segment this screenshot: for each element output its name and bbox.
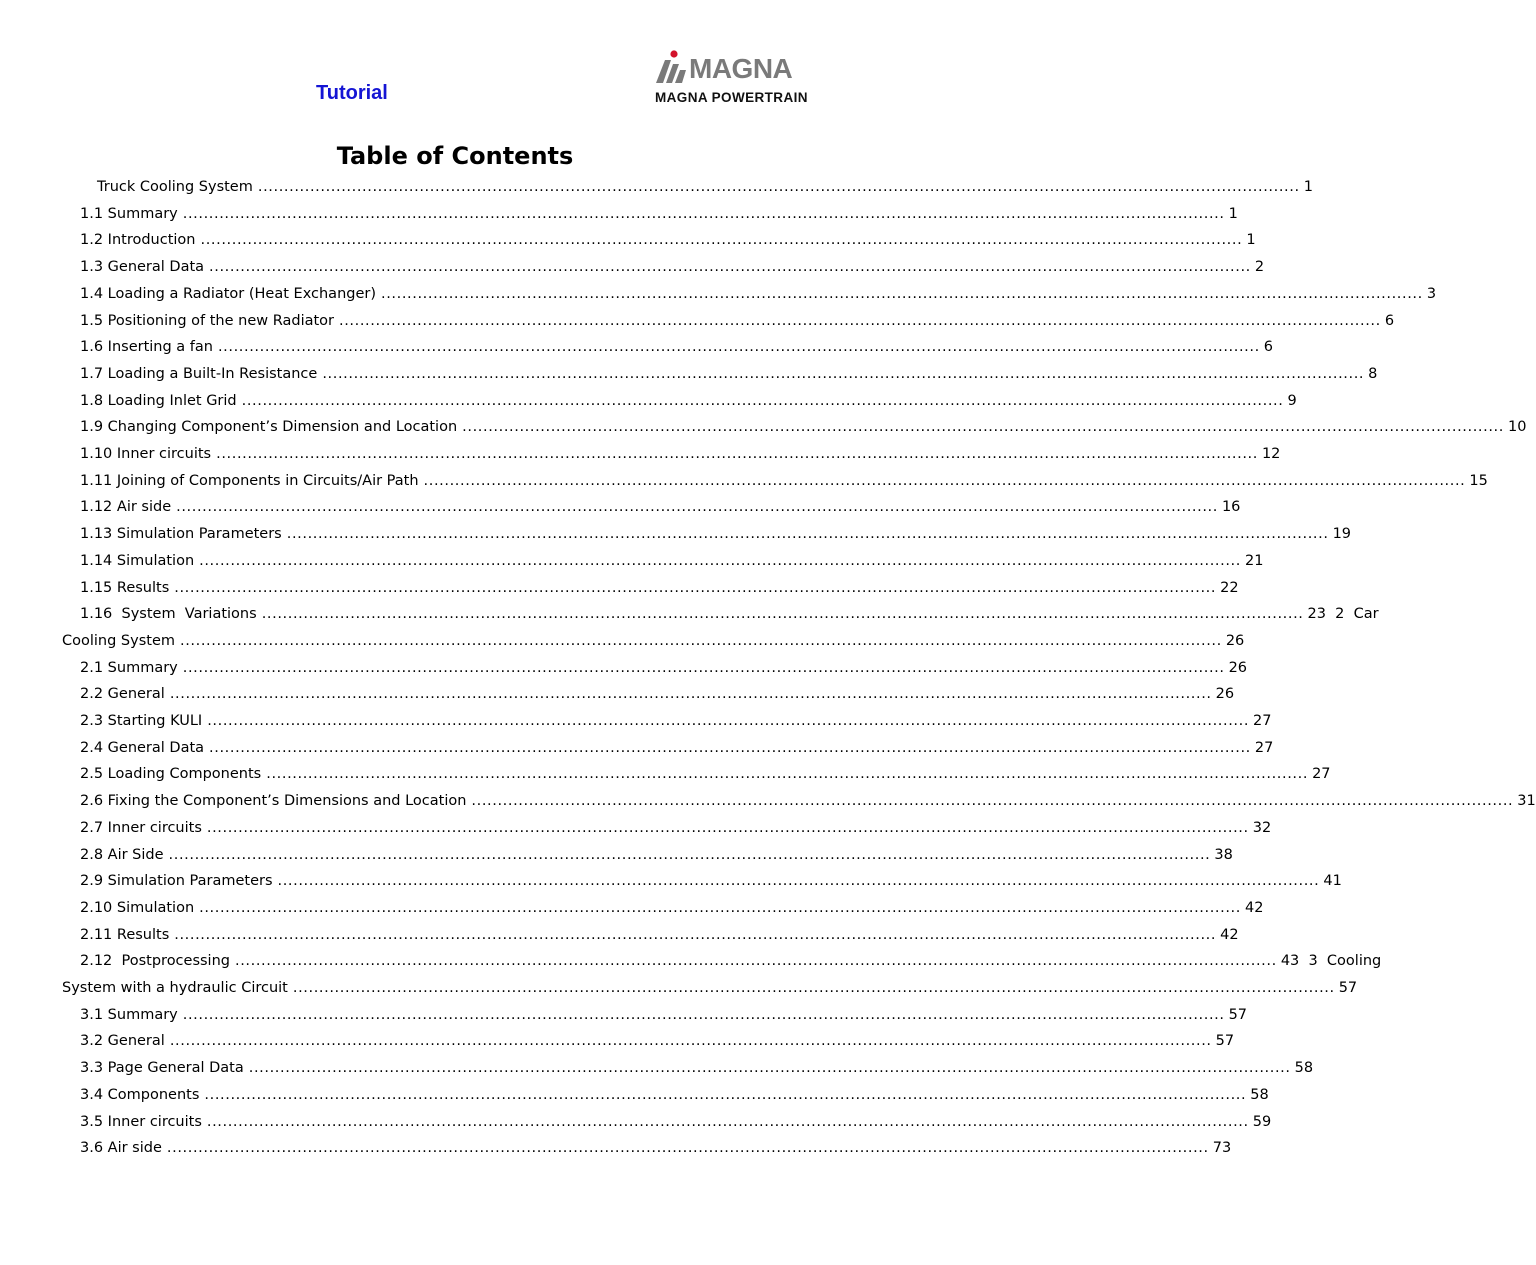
toc-leader-dots: ........................................................................................................................................................................................................ [292,980,1335,996]
toc-entry-label: 3.6 Air side [80,1140,162,1156]
toc-entry[interactable] [80,365,1378,383]
toc-entry-label: 2.11 Results [80,927,170,943]
toc-entry-label: 1.12 Air side [80,499,172,515]
toc-entry-page: 2 [1254,259,1265,275]
toc-leader-dots: ........................................................................................................................................................................................................ [207,713,1250,729]
toc-entry[interactable] [80,712,1272,730]
toc-entry[interactable] [80,472,1488,490]
toc-leader-dots: ........................................................................................................................................................................................................ [209,259,1251,275]
toc-entry[interactable] [80,899,1264,917]
toc-entry-label: 1.3 General Data [80,259,205,275]
toc-entry-page: 22 [1220,580,1239,596]
toc-leader-dots: ........................................................................................................................................................................................................ [174,927,1217,943]
toc-entry-label: 2.6 Fixing the Component’s Dimensions and Location [80,793,467,809]
toc-entry[interactable] [80,1006,1248,1024]
toc-entry-label: 2.7 Inner circuits [80,820,202,836]
toc-entry-page: 15 [1469,473,1488,489]
toc-entry-label: 2.10 Simulation [80,900,195,916]
toc-entry-label: 1.10 Inner circuits [80,446,212,462]
toc-entry[interactable] [80,338,1274,356]
toc-leader-dots: ........................................................................................................................................................................................................ [182,1007,1225,1023]
toc-entry[interactable] [80,1086,1269,1104]
toc-entry-label: 2.12 Postprocessing [80,953,230,969]
toc-entry-page: 38 [1214,847,1233,863]
toc-entry-page: 27 [1312,766,1331,782]
toc-entry-label: 2.3 Starting KULI [80,713,203,729]
toc-leader-dots: ........................................................................................................................................................................................................ [182,660,1225,676]
toc-leader-dots: ........................................................................................................................................................................................................ [241,393,1284,409]
toc-entry[interactable] [80,792,1536,810]
toc-leader-dots: ........................................................................................................................................................................................................ [234,953,1277,969]
toc-leader-dots: ........................................................................................................................................................................................................ [322,366,1365,382]
toc-leader-dots: ........................................................................................................................................................................................................ [209,740,1251,756]
toc-entry-label: 1.8 Loading Inlet Grid [80,393,237,409]
toc-entry-page: 6 [1384,313,1395,329]
toc-leader-dots: ........................................................................................................................................................................................................ [199,553,1241,569]
toc-leader-dots: ........................................................................................................................................................................................................ [169,686,1212,702]
toc-entry-page: 27 [1253,713,1272,729]
toc-entry-page: 26 [1215,686,1235,702]
toc-leader-dots: ........................................................................................................................................................................................................ [266,766,1309,782]
toc-entry-page: 41 [1323,873,1342,889]
toc-entry[interactable] [80,1113,1272,1131]
toc-leader-dots: ........................................................................................................................................................................................................ [200,232,1243,248]
toc-entry-page: 58 [1294,1060,1314,1076]
toc-entry-label: 2.2 General [80,686,165,702]
toc-leader-dots: ........................................................................................................................................................................................................ [182,206,1225,222]
toc-entry-label: Cooling System [62,633,175,649]
toc-leader-dots: ........................................................................................................................................................................................................ [180,633,1222,649]
toc-entry[interactable] [80,1032,1235,1050]
toc-entry-label: 3.5 Inner circuits [80,1114,202,1130]
toc-leader-dots: ........................................................................................................................................................................................................ [471,793,1514,809]
toc-entry[interactable] [80,525,1352,543]
toc-leader-dots: ........................................................................................................................................................................................................ [277,873,1320,889]
toc-leader-dots: ........................................................................................................................................................................................................ [462,419,1504,435]
toc-entry-label: 1.13 Simulation Parameters [80,526,282,542]
toc-entry[interactable] [80,312,1395,330]
toc-entry-page: 43 3 Cooling [1280,953,1382,969]
toc-entry[interactable] [80,205,1238,223]
toc-entry-label: 3.4 Components [80,1087,200,1103]
toc-entry[interactable] [80,765,1331,783]
toc-entry[interactable] [80,552,1264,570]
logo-brand-text: MAGNA [689,53,793,84]
toc-entry-page: 26 [1225,633,1245,649]
toc-entry-label: 1.14 Simulation [80,553,195,569]
toc-entry-label: System with a hydraulic Circuit [62,980,288,996]
toc-entry-label: 2.9 Simulation Parameters [80,873,273,889]
toc-entry-page: 12 [1261,446,1281,462]
toc-entry-page: 8 [1368,366,1378,382]
toc-entry-label: 1.16 System Variations [80,606,257,622]
toc-entry[interactable] [80,739,1274,757]
toc-entry-page: 16 [1221,499,1241,515]
toc-entry-label: 1.15 Results [80,580,170,596]
toc-leader-dots: ........................................................................................................................................................................................................ [216,446,1258,462]
toc-entry-page: 10 [1507,419,1527,435]
toc-entry-label: 1.4 Loading a Radiator (Heat Exchanger) [80,286,376,302]
toc-entry[interactable] [97,178,1313,196]
toc-entry-page: 9 [1287,393,1297,409]
toc-entry-label: 2.1 Summary [80,660,178,676]
toc-leader-dots: ........................................................................................................................................................................................................ [261,606,1304,622]
toc-leader-dots: ........................................................................................................................................................................................................ [199,900,1241,916]
toc-entry-label: 1.11 Joining of Components in Circuits/Air Path [80,473,419,489]
toc-entry-page: 57 [1215,1033,1235,1049]
toc-entry[interactable] [80,418,1527,436]
toc-leader-dots: ........................................................................................................................................................................................................ [423,473,1466,489]
toc-leader-dots: ........................................................................................................................................................................................................ [176,499,1218,515]
toc-entry-label: 1.2 Introduction [80,232,196,248]
toc-entry-page: 59 [1252,1114,1272,1130]
toc-entry-page: 6 [1263,339,1274,355]
toc-entry[interactable] [80,952,1382,970]
toc-entry-page: 27 [1254,740,1274,756]
toc-entry-label: 1.1 Summary [80,206,178,222]
toc-entry-label: Truck Cooling System [97,179,253,195]
toc-leader-dots: ........................................................................................................................................................................................................ [217,339,1260,355]
document-title: Tutorial [316,82,388,104]
toc-leader-dots: ........................................................................................................................................................................................................ [169,1033,1212,1049]
toc-entry[interactable] [80,685,1235,703]
toc-leader-dots: ........................................................................................................................................................................................................ [206,820,1249,836]
toc-entry-page: 1 [1228,206,1238,222]
toc-entry-label: 3.2 General [80,1033,165,1049]
toc-entry[interactable] [80,872,1342,890]
toc-entry-page: 26 [1228,660,1248,676]
toc-entry-page: 73 [1212,1140,1232,1156]
toc-leader-dots: ........................................................................................................................................................................................................ [248,1060,1291,1076]
toc-entry-label: 3.1 Summary [80,1007,178,1023]
toc-entry[interactable] [80,392,1297,410]
toc-entry-page: 42 [1244,900,1264,916]
toc-entry[interactable] [80,819,1272,837]
toc-entry-page: 42 [1220,927,1239,943]
toc-leader-dots: ........................................................................................................................................................................................................ [204,1087,1247,1103]
toc-leader-dots: ........................................................................................................................................................................................................ [166,1140,1209,1156]
toc-entry-page: 3 [1426,286,1437,302]
toc-leader-dots: ........................................................................................................................................................................................................ [257,179,1300,195]
toc-entry-page: 1 [1246,232,1256,248]
toc-entry-label: 3.3 Page General Data [80,1060,244,1076]
toc-entry[interactable] [62,632,1245,650]
toc-entry-page: 32 [1252,820,1272,836]
toc-entry-label: 1.6 Inserting a fan [80,339,213,355]
toc-entry-page: 21 [1244,553,1264,569]
toc-entry[interactable] [80,605,1379,623]
toc-entry-page: 58 [1250,1087,1269,1103]
toc-entry-page: 23 2 Car [1307,606,1379,622]
toc-entry-label: 2.8 Air Side [80,847,164,863]
toc-leader-dots: ........................................................................................................................................................................................................ [168,847,1211,863]
toc-entry[interactable] [80,926,1239,944]
toc-entry[interactable] [80,1059,1314,1077]
toc-entry[interactable] [80,846,1233,864]
toc-entry-page: 57 [1338,980,1358,996]
toc-entry-page: 31 [1517,793,1536,809]
toc-entry-page: 57 [1228,1007,1248,1023]
toc-entry-label: 1.5 Positioning of the new Radiator [80,313,335,329]
toc-entry[interactable] [80,498,1241,516]
toc-leader-dots: ........................................................................................................................................................................................................ [206,1114,1249,1130]
toc-entry[interactable] [80,285,1437,303]
toc-entry-label: 2.5 Loading Components [80,766,262,782]
toc-entry[interactable] [80,445,1281,463]
toc-heading: Table of Contents [336,142,574,170]
toc-entry-label: 1.9 Changing Component’s Dimension and Location [80,419,458,435]
logo-subtitle-text: MAGNA POWERTRAIN [655,90,808,105]
toc-leader-dots: ........................................................................................................................................................................................................ [286,526,1329,542]
toc-entry[interactable] [80,231,1256,249]
toc-entry[interactable] [80,1139,1232,1157]
toc-entry[interactable] [80,579,1239,597]
toc-entry[interactable] [80,258,1265,276]
toc-entry[interactable] [80,659,1248,677]
toc-entry[interactable] [62,979,1358,997]
toc-entry-label: 2.4 General Data [80,740,205,756]
toc-entry-page: 19 [1332,526,1352,542]
toc-entry-label: 1.7 Loading a Built-In Resistance [80,366,318,382]
toc-leader-dots: ........................................................................................................................................................................................................ [339,313,1381,329]
toc-entry-page: 1 [1303,179,1313,195]
toc-leader-dots: ........................................................................................................................................................................................................ [174,580,1217,596]
toc-leader-dots: ........................................................................................................................................................................................................ [381,286,1423,302]
